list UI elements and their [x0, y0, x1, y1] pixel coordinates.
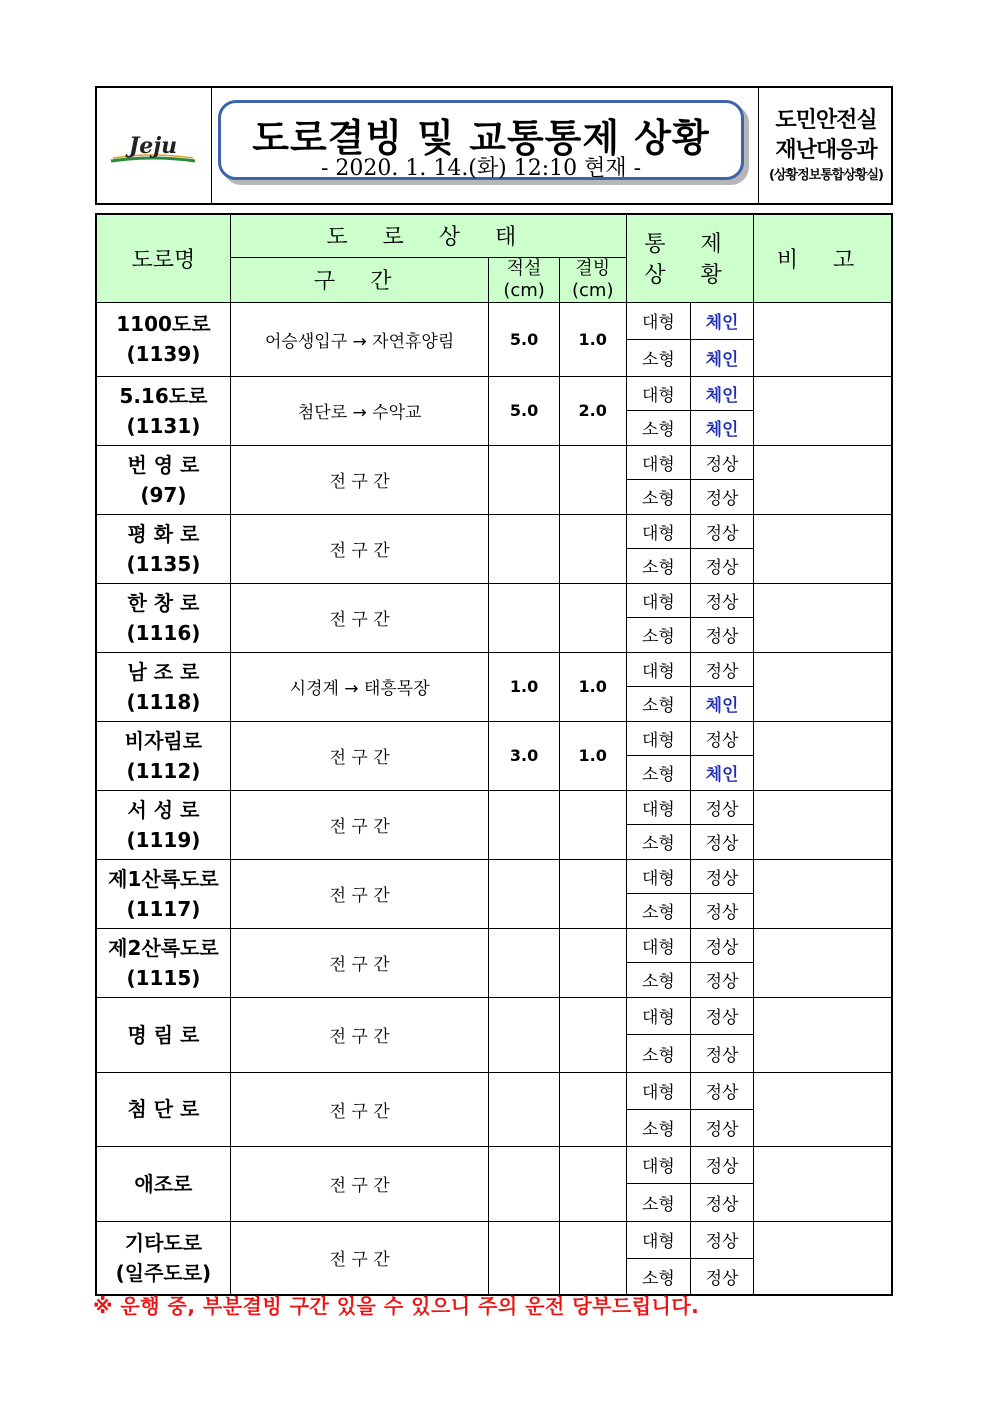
section-cell: 전 구 간	[230, 1072, 489, 1146]
table-row	[96, 1221, 892, 1258]
control-status-small: 정상	[690, 825, 753, 860]
caution-notice: ※ 운행 중, 부분결빙 구간 있을 수 있으니 주의 운전 당부드립니다.	[93, 1294, 700, 1318]
road-name-cell	[96, 302, 230, 376]
vehicle-type-small: 소형	[626, 963, 690, 998]
vehicle-type-small: 소형	[626, 1184, 690, 1222]
section-cell: 전 구 간	[230, 859, 489, 928]
vehicle-type-large: 대형	[626, 583, 690, 618]
jeju-logo	[103, 128, 203, 168]
control-status-small: 정상	[690, 480, 753, 515]
control-status-small: 체인	[690, 339, 753, 376]
snow-depth-cell: 5.0	[489, 302, 559, 376]
road-name: 평 화 로	[127, 521, 200, 546]
road-name: 기타도로	[124, 1230, 203, 1255]
road-name-cell	[96, 376, 230, 445]
road-name-cell	[96, 859, 230, 928]
department-line-3: (상황정보통합상황실)	[769, 167, 883, 183]
remarks-cell	[754, 1072, 892, 1146]
control-status-large: 체인	[690, 302, 753, 339]
table-row	[96, 1072, 892, 1109]
vehicle-type-large: 대형	[626, 514, 690, 549]
header-road-state: 도 로 상 태	[230, 214, 626, 257]
ice-depth-cell	[559, 997, 626, 1072]
section-cell: 전 구 간	[230, 790, 489, 859]
snow-depth-cell: 1.0	[489, 652, 559, 721]
control-status-large: 정상	[690, 997, 753, 1035]
control-status-large: 정상	[690, 1221, 753, 1258]
control-status-small: 정상	[690, 549, 753, 584]
snow-depth-cell: 5.0	[489, 376, 559, 445]
control-status-small: 정상	[690, 1184, 753, 1222]
table-row	[96, 302, 892, 339]
vehicle-type-small: 소형	[626, 339, 690, 376]
table-body	[96, 302, 892, 1295]
ice-depth-cell: 1.0	[559, 721, 626, 790]
ice-depth-cell	[559, 928, 626, 997]
table-row	[96, 1146, 892, 1184]
title-cell	[212, 88, 759, 203]
road-name: 한 창 로	[127, 590, 200, 615]
snow-depth-cell: 3.0	[489, 721, 559, 790]
control-status-small: 체인	[690, 756, 753, 791]
road-status-table	[95, 213, 893, 1296]
snow-depth-cell	[489, 928, 559, 997]
road-name-cell	[96, 583, 230, 652]
road-name: 1100도로	[116, 312, 211, 336]
vehicle-type-large: 대형	[626, 928, 690, 963]
svg-text:Jeju: Jeju	[128, 133, 178, 159]
vehicle-type-small: 소형	[626, 618, 690, 653]
road-code: (1131)	[126, 413, 201, 438]
vehicle-type-small: 소형	[626, 1035, 690, 1073]
table-row	[96, 583, 892, 618]
road-code: (1115)	[126, 965, 201, 990]
control-status-large: 정상	[690, 583, 753, 618]
vehicle-type-small: 소형	[626, 549, 690, 584]
control-status-large: 정상	[690, 1146, 753, 1184]
road-name: 제2산록도로	[108, 935, 219, 960]
road-name-cell	[96, 1072, 230, 1146]
vehicle-type-large: 대형	[626, 859, 690, 894]
vehicle-type-small: 소형	[626, 1258, 690, 1295]
remarks-cell	[754, 859, 892, 928]
remarks-cell	[754, 1146, 892, 1221]
road-name-cell	[96, 1221, 230, 1295]
remarks-cell	[754, 514, 892, 583]
ice-depth-cell	[559, 514, 626, 583]
section-cell: 전 구 간	[230, 928, 489, 997]
vehicle-type-large: 대형	[626, 790, 690, 825]
header-ice-unit: (cm)	[571, 279, 614, 301]
snow-depth-cell	[489, 859, 559, 928]
road-name: 5.16도로	[119, 383, 208, 408]
document-header	[95, 86, 893, 205]
control-status-small: 정상	[690, 618, 753, 653]
ice-depth-cell: 2.0	[559, 376, 626, 445]
section-cell: 전 구 간	[230, 997, 489, 1072]
ice-depth-cell	[559, 859, 626, 928]
vehicle-type-large: 대형	[626, 445, 690, 480]
road-name: 남 조 로	[127, 659, 200, 684]
road-code: (일주도로)	[115, 1260, 212, 1285]
remarks-cell	[754, 302, 892, 376]
road-name: 번 영 로	[127, 452, 200, 477]
table-row	[96, 721, 892, 756]
section-cell: 시경계 → 태흥목장	[230, 652, 489, 721]
road-code: (1112)	[126, 758, 201, 783]
section-cell: 어승생입구 → 자연휴양림	[230, 302, 489, 376]
vehicle-type-small: 소형	[626, 411, 690, 446]
vehicle-type-small: 소형	[626, 1109, 690, 1146]
header-section: 구 간	[230, 257, 489, 302]
vehicle-type-small: 소형	[626, 687, 690, 722]
road-code: (1139)	[126, 342, 201, 366]
road-code: (1135)	[126, 551, 201, 576]
ice-depth-cell	[559, 790, 626, 859]
road-name: 애조로	[134, 1171, 193, 1196]
vehicle-type-large: 대형	[626, 1221, 690, 1258]
control-status-small: 정상	[690, 894, 753, 929]
ice-depth-cell	[559, 1146, 626, 1221]
vehicle-type-large: 대형	[626, 302, 690, 339]
vehicle-type-large: 대형	[626, 997, 690, 1035]
vehicle-type-small: 소형	[626, 825, 690, 860]
vehicle-type-small: 소형	[626, 756, 690, 791]
control-status-small: 정상	[690, 1035, 753, 1073]
table-row	[96, 514, 892, 549]
vehicle-type-large: 대형	[626, 1072, 690, 1109]
road-name-cell	[96, 928, 230, 997]
header-control-line-1: 통 제	[644, 232, 736, 258]
remarks-cell	[754, 583, 892, 652]
table-row	[96, 790, 892, 825]
section-cell: 전 구 간	[230, 1146, 489, 1221]
road-name-cell	[96, 445, 230, 514]
section-cell: 전 구 간	[230, 1221, 489, 1295]
snow-depth-cell	[489, 1072, 559, 1146]
road-code: (1116)	[126, 620, 201, 645]
vehicle-type-small: 소형	[626, 480, 690, 515]
control-status-large: 정상	[690, 1072, 753, 1109]
section-cell: 전 구 간	[230, 514, 489, 583]
logo-cell	[97, 88, 212, 203]
road-name: 제1산록도로	[108, 866, 219, 891]
table-row	[96, 652, 892, 687]
department-line-1: 도민안전실	[775, 107, 877, 133]
road-code: (1117)	[126, 896, 201, 921]
road-code: (1119)	[126, 827, 201, 852]
ice-depth-cell	[559, 583, 626, 652]
control-status-large: 정상	[690, 652, 753, 687]
section-cell: 전 구 간	[230, 583, 489, 652]
department-cell	[759, 88, 891, 203]
department-line-2: 재난대응과	[775, 137, 877, 163]
table-row	[96, 376, 892, 411]
vehicle-type-large: 대형	[626, 376, 690, 411]
section-cell: 전 구 간	[230, 445, 489, 514]
road-name-cell	[96, 652, 230, 721]
vehicle-type-small: 소형	[626, 894, 690, 929]
table-row	[96, 997, 892, 1035]
remarks-cell	[754, 1221, 892, 1295]
title-frame	[218, 100, 744, 180]
road-name: 명 림 로	[127, 1022, 200, 1047]
road-name: 첨 단 로	[127, 1097, 200, 1121]
remarks-cell	[754, 652, 892, 721]
table-row	[96, 445, 892, 480]
road-name-cell	[96, 721, 230, 790]
header-road-name: 도로명	[96, 214, 230, 302]
control-status-large: 정상	[690, 445, 753, 480]
control-status-large: 정상	[690, 859, 753, 894]
road-name-cell	[96, 514, 230, 583]
control-status-large: 정상	[690, 790, 753, 825]
control-status-large: 체인	[690, 376, 753, 411]
header-snow	[489, 257, 559, 302]
road-code: (1118)	[126, 689, 201, 714]
page-subtitle-date: - 2020. 1. 14.(화) 12:10 현재 -	[320, 156, 642, 181]
vehicle-type-large: 대형	[626, 1146, 690, 1184]
remarks-cell	[754, 790, 892, 859]
vehicle-type-large: 대형	[626, 652, 690, 687]
road-code: (97)	[140, 482, 187, 507]
control-status-large: 정상	[690, 928, 753, 963]
road-name-cell	[96, 790, 230, 859]
snow-depth-cell	[489, 583, 559, 652]
snow-depth-cell	[489, 1146, 559, 1221]
ice-depth-cell: 1.0	[559, 302, 626, 376]
snow-depth-cell	[489, 1221, 559, 1295]
control-status-small: 정상	[690, 963, 753, 998]
control-status-small: 체인	[690, 687, 753, 722]
snow-depth-cell	[489, 514, 559, 583]
control-status-small: 체인	[690, 411, 753, 446]
remarks-cell	[754, 376, 892, 445]
road-name: 서 성 로	[127, 797, 200, 822]
ice-depth-cell	[559, 445, 626, 514]
header-snow-label: 적설	[506, 257, 542, 279]
header-ice	[559, 257, 626, 302]
road-name-cell	[96, 997, 230, 1072]
road-name-cell	[96, 1146, 230, 1221]
control-status-large: 정상	[690, 721, 753, 756]
header-control-line-2: 상 황	[644, 263, 736, 289]
remarks-cell	[754, 928, 892, 997]
ice-depth-cell: 1.0	[559, 652, 626, 721]
table-row	[96, 928, 892, 963]
control-status-large: 정상	[690, 514, 753, 549]
control-status-small: 정상	[690, 1258, 753, 1295]
snow-depth-cell	[489, 790, 559, 859]
snow-depth-cell	[489, 445, 559, 514]
section-cell: 전 구 간	[230, 721, 489, 790]
remarks-cell	[754, 445, 892, 514]
section-cell: 첨단로 → 수악교	[230, 376, 489, 445]
table-row	[96, 859, 892, 894]
header-ice-label: 결빙	[575, 257, 611, 279]
page-title: 도로결빙 및 교통통제 상황	[252, 116, 710, 160]
road-name: 비자림로	[124, 728, 203, 753]
remarks-cell	[754, 721, 892, 790]
snow-depth-cell	[489, 997, 559, 1072]
control-status-small: 정상	[690, 1109, 753, 1146]
table-header-row-1	[96, 214, 892, 257]
vehicle-type-large: 대형	[626, 721, 690, 756]
header-control-status	[626, 214, 753, 302]
ice-depth-cell	[559, 1221, 626, 1295]
ice-depth-cell	[559, 1072, 626, 1146]
header-snow-unit: (cm)	[503, 279, 545, 301]
remarks-cell	[754, 997, 892, 1072]
header-remarks: 비 고	[754, 214, 892, 302]
